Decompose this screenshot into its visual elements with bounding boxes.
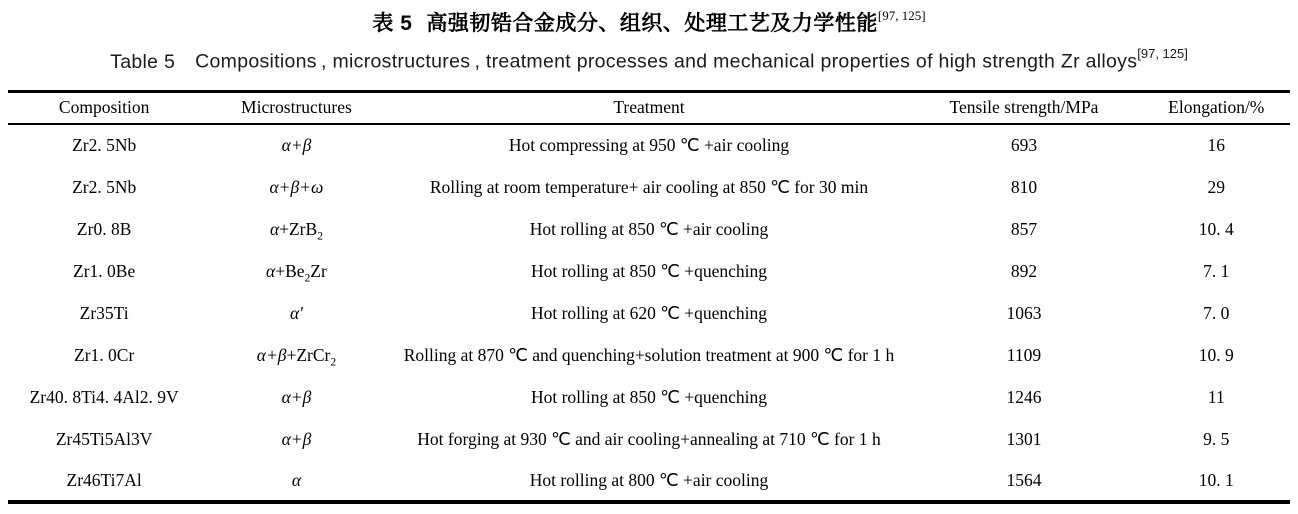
caption-english-title: Compositions , microstructures , treatment processes and mechanical properties of high strength Zr alloys bbox=[195, 50, 1138, 73]
column-header-0: Composition bbox=[58, 97, 150, 118]
caption-chinese-title: 高强韧锆合金成分、组织、处理工艺及力学性能 bbox=[426, 12, 878, 35]
cell-tensile-strength: 810 bbox=[1010, 176, 1038, 197]
cell-composition: Zr1. 0Cr bbox=[74, 344, 135, 365]
caption-chinese bbox=[0, 0, 1298, 37]
cell-microstructure: α bbox=[291, 469, 302, 490]
caption-english bbox=[0, 48, 1298, 74]
header-row bbox=[8, 91, 1290, 124]
table-row bbox=[8, 208, 1290, 250]
zr-alloys-table bbox=[8, 90, 1290, 505]
cell-elongation: 11 bbox=[1207, 386, 1225, 407]
cell-treatment: Rolling at room temperature+ air cooling at 850 ℃ for 30 min bbox=[429, 176, 869, 197]
column-header-2: Treatment bbox=[613, 97, 685, 118]
table-row bbox=[8, 250, 1290, 292]
cell-tensile-strength: 1564 bbox=[1006, 469, 1042, 490]
cell-treatment: Hot rolling at 800 ℃ +air cooling bbox=[529, 469, 769, 490]
table-row bbox=[8, 460, 1290, 502]
cell-treatment: Hot rolling at 850 ℃ +air cooling bbox=[529, 218, 769, 239]
cell-treatment: Rolling at 870 ℃ and quenching+solution treatment at 900 ℃ for 1 h bbox=[403, 344, 895, 365]
cell-microstructure: α+ZrB$_2$ bbox=[269, 218, 323, 242]
cell-microstructure: α′ bbox=[289, 302, 303, 323]
cell-treatment: Hot forging at 930 ℃ and air cooling+annealing at 710 ℃ for 1 h bbox=[417, 428, 881, 449]
caption-english-reference: [97, 125] bbox=[1137, 46, 1188, 61]
cell-microstructure: α+β bbox=[281, 428, 312, 449]
caption-chinese-reference: [97, 125] bbox=[877, 8, 926, 23]
cell-tensile-strength: 693 bbox=[1010, 135, 1038, 155]
cell-composition: Zr0. 8B bbox=[76, 218, 132, 239]
cell-microstructure: α+β bbox=[281, 135, 312, 155]
table-body bbox=[8, 124, 1290, 502]
column-header-1: Microstructures bbox=[241, 97, 352, 118]
table-row bbox=[8, 376, 1290, 418]
cell-microstructure: α+β+ω bbox=[269, 176, 324, 197]
cell-microstructure: α+β bbox=[281, 386, 312, 407]
cell-composition: Zr2. 5Nb bbox=[72, 135, 137, 155]
cell-composition: Zr35Ti bbox=[79, 302, 129, 323]
cell-elongation: 10. 4 bbox=[1198, 218, 1234, 239]
table-row bbox=[8, 292, 1290, 334]
cell-treatment: Hot rolling at 850 ℃ +quenching bbox=[530, 260, 768, 281]
cell-composition: Zr45Ti5Al3V bbox=[55, 428, 153, 449]
cell-treatment: Hot rolling at 620 ℃ +quenching bbox=[530, 302, 768, 323]
table-row bbox=[8, 334, 1290, 376]
cell-elongation: 9. 5 bbox=[1203, 428, 1230, 449]
table-row bbox=[8, 124, 1290, 166]
cell-tensile-strength: 892 bbox=[1010, 260, 1038, 281]
cell-tensile-strength: 857 bbox=[1010, 218, 1038, 239]
cell-elongation: 7. 0 bbox=[1203, 302, 1230, 323]
cell-elongation: 10. 9 bbox=[1198, 344, 1234, 365]
caption-chinese-label: 表 5 bbox=[372, 12, 413, 35]
cell-elongation: 29 bbox=[1207, 176, 1226, 197]
cell-elongation: 7. 1 bbox=[1203, 260, 1230, 281]
cell-tensile-strength: 1246 bbox=[1006, 386, 1042, 407]
column-header-3: Tensile strength/MPa bbox=[949, 97, 1099, 118]
cell-microstructure: α+β+ZrCr$_2$ bbox=[256, 344, 337, 368]
cell-tensile-strength: 1063 bbox=[1006, 302, 1042, 323]
cell-microstructure: $\alpha+Be_2Zr$ bbox=[266, 260, 327, 284]
cell-composition: Zr40. 8Ti4. 4Al2. 9V bbox=[29, 386, 179, 407]
cell-elongation: 10. 1 bbox=[1198, 469, 1234, 490]
cell-treatment: Hot rolling at 850 ℃ +quenching bbox=[530, 386, 768, 407]
cell-composition: Zr46Ti7Al bbox=[66, 469, 142, 490]
table-row bbox=[8, 166, 1290, 208]
cell-tensile-strength: 1109 bbox=[1006, 344, 1042, 365]
cell-tensile-strength: 1301 bbox=[1006, 428, 1042, 449]
cell-composition: Zr2. 5Nb bbox=[72, 176, 137, 197]
table-row bbox=[8, 418, 1290, 460]
cell-elongation: 16 bbox=[1207, 135, 1226, 155]
cell-composition: Zr1. 0Be bbox=[73, 260, 136, 281]
cell-treatment: Hot compressing at 950 ℃ +air cooling bbox=[508, 135, 790, 155]
table-head bbox=[8, 91, 1290, 124]
caption-english-label: Table 5 bbox=[110, 50, 176, 73]
column-header-4: Elongation/% bbox=[1168, 97, 1265, 118]
